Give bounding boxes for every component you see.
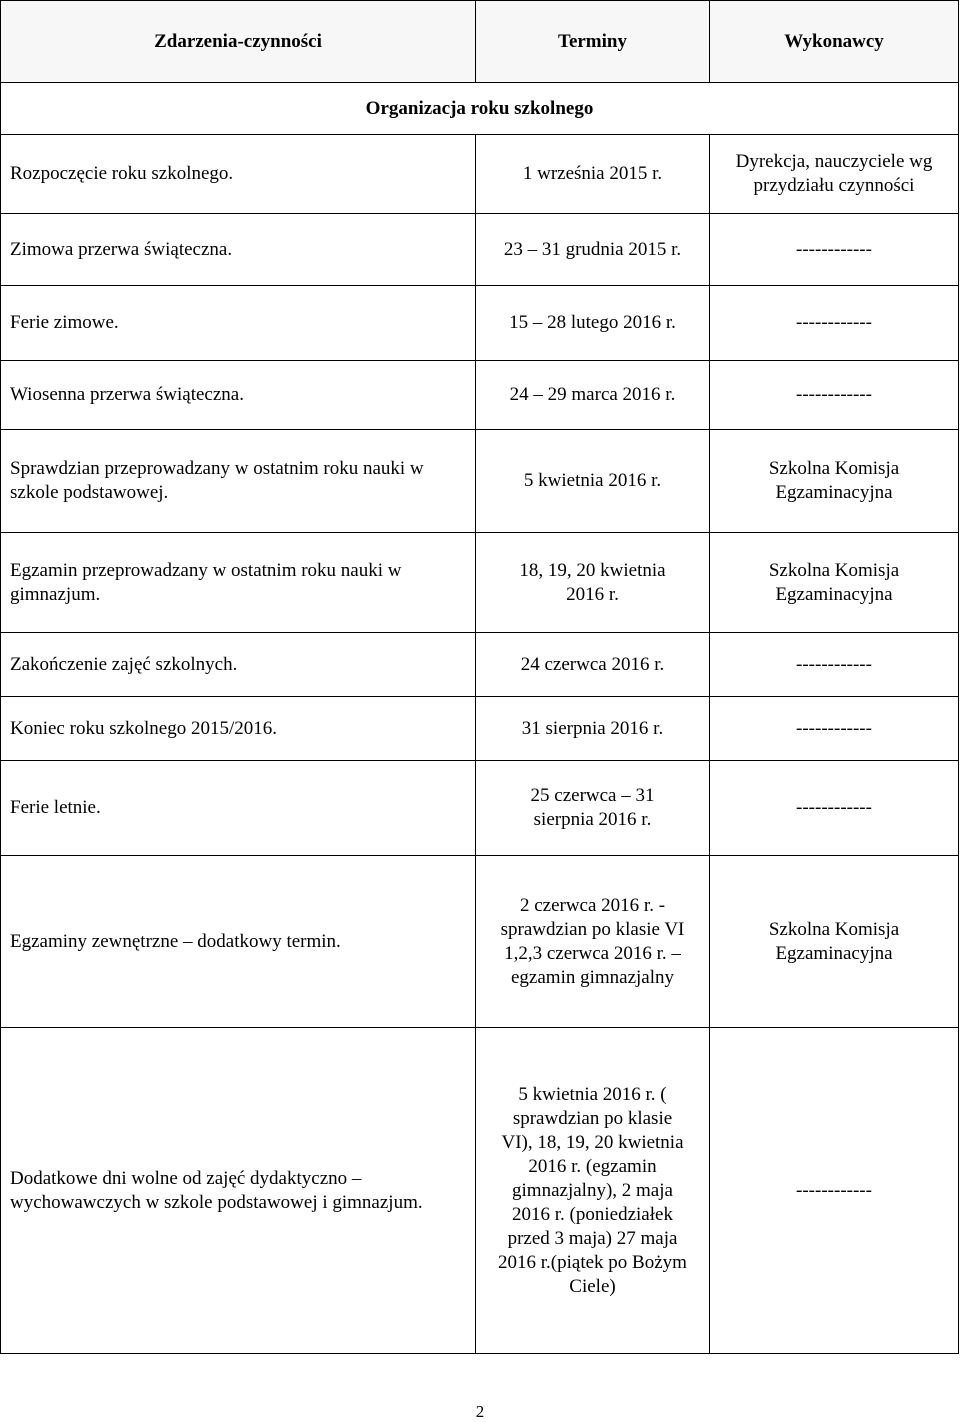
table-row xyxy=(1,633,959,697)
event-cell: Egzamin przeprowadzany w ostatnim roku nauki w gimnazjum. xyxy=(1,533,476,633)
performer-cell: ------------ xyxy=(710,633,959,697)
date-cell: 2 czerwca 2016 r. - sprawdzian po klasie VI 1,2,3 czerwca 2016 r. – egzamin gimnazjalny xyxy=(476,856,710,1028)
date-cell: 18, 19, 20 kwietnia 2016 r. xyxy=(476,533,710,633)
date-cell: 25 czerwca – 31 sierpnia 2016 r. xyxy=(476,761,710,856)
event-cell: Ferie zimowe. xyxy=(1,286,476,361)
event-cell: Egzaminy zewnętrzne – dodatkowy termin. xyxy=(1,856,476,1028)
performer-cell: Szkolna Komisja Egzaminacyjna xyxy=(710,430,959,533)
performer-cell: Dyrekcja, nauczyciele wg przydziału czynności xyxy=(710,135,959,214)
header-performers: Wykonawcy xyxy=(710,1,959,83)
performer-cell: ------------ xyxy=(710,1028,959,1354)
page-number: 2 xyxy=(475,1402,485,1421)
table-row xyxy=(1,1028,959,1354)
performer-cell: ------------ xyxy=(710,286,959,361)
table-row xyxy=(1,214,959,286)
table-row xyxy=(1,430,959,533)
event-cell: Ferie letnie. xyxy=(1,761,476,856)
performer-cell: ------------ xyxy=(710,214,959,286)
header-events: Zdarzenia-czynności xyxy=(1,1,476,83)
performer-cell: ------------ xyxy=(710,761,959,856)
table-row xyxy=(1,761,959,856)
date-cell: 15 – 28 lutego 2016 r. xyxy=(476,286,710,361)
event-cell: Dodatkowe dni wolne od zajęć dydaktyczno – wychowawczych w szkole podstawowej i gimnazjum. xyxy=(1,1028,476,1354)
table-row xyxy=(1,361,959,430)
performer-cell: Szkolna Komisja Egzaminacyjna xyxy=(710,533,959,633)
date-cell: 23 – 31 grudnia 2015 r. xyxy=(476,214,710,286)
header-row xyxy=(1,1,959,83)
date-cell: 24 – 29 marca 2016 r. xyxy=(476,361,710,430)
event-cell: Zakończenie zajęć szkolnych. xyxy=(1,633,476,697)
section-row xyxy=(1,83,959,135)
date-cell: 5 kwietnia 2016 r. ( sprawdzian po klasie VI), 18, 19, 20 kwietnia 2016 r. (egzamin gimnazjalny), 2 maja 2016 r. (poniedziałek przed 3 maja) 27 maja 2016 r.(piątek po Bożym Ciele) xyxy=(476,1028,710,1354)
table-row xyxy=(1,856,959,1028)
event-cell: Zimowa przerwa świąteczna. xyxy=(1,214,476,286)
event-cell: Koniec roku szkolnego 2015/2016. xyxy=(1,697,476,761)
section-title: Organizacja roku szkolnego xyxy=(1,83,959,135)
performer-cell: ------------ xyxy=(710,361,959,430)
table-row xyxy=(1,135,959,214)
date-cell: 5 kwietnia 2016 r. xyxy=(476,430,710,533)
event-cell: Rozpoczęcie roku szkolnego. xyxy=(1,135,476,214)
table-row xyxy=(1,697,959,761)
date-cell: 24 czerwca 2016 r. xyxy=(476,633,710,697)
table-row xyxy=(1,286,959,361)
event-cell: Wiosenna przerwa świąteczna. xyxy=(1,361,476,430)
date-cell: 1 września 2015 r. xyxy=(476,135,710,214)
performer-cell: ------------ xyxy=(710,697,959,761)
header-dates: Terminy xyxy=(476,1,710,83)
date-cell: 31 sierpnia 2016 r. xyxy=(476,697,710,761)
event-cell: Sprawdzian przeprowadzany w ostatnim roku nauki w szkole podstawowej. xyxy=(1,430,476,533)
performer-cell: Szkolna Komisja Egzaminacyjna xyxy=(710,856,959,1028)
table-row xyxy=(1,533,959,633)
